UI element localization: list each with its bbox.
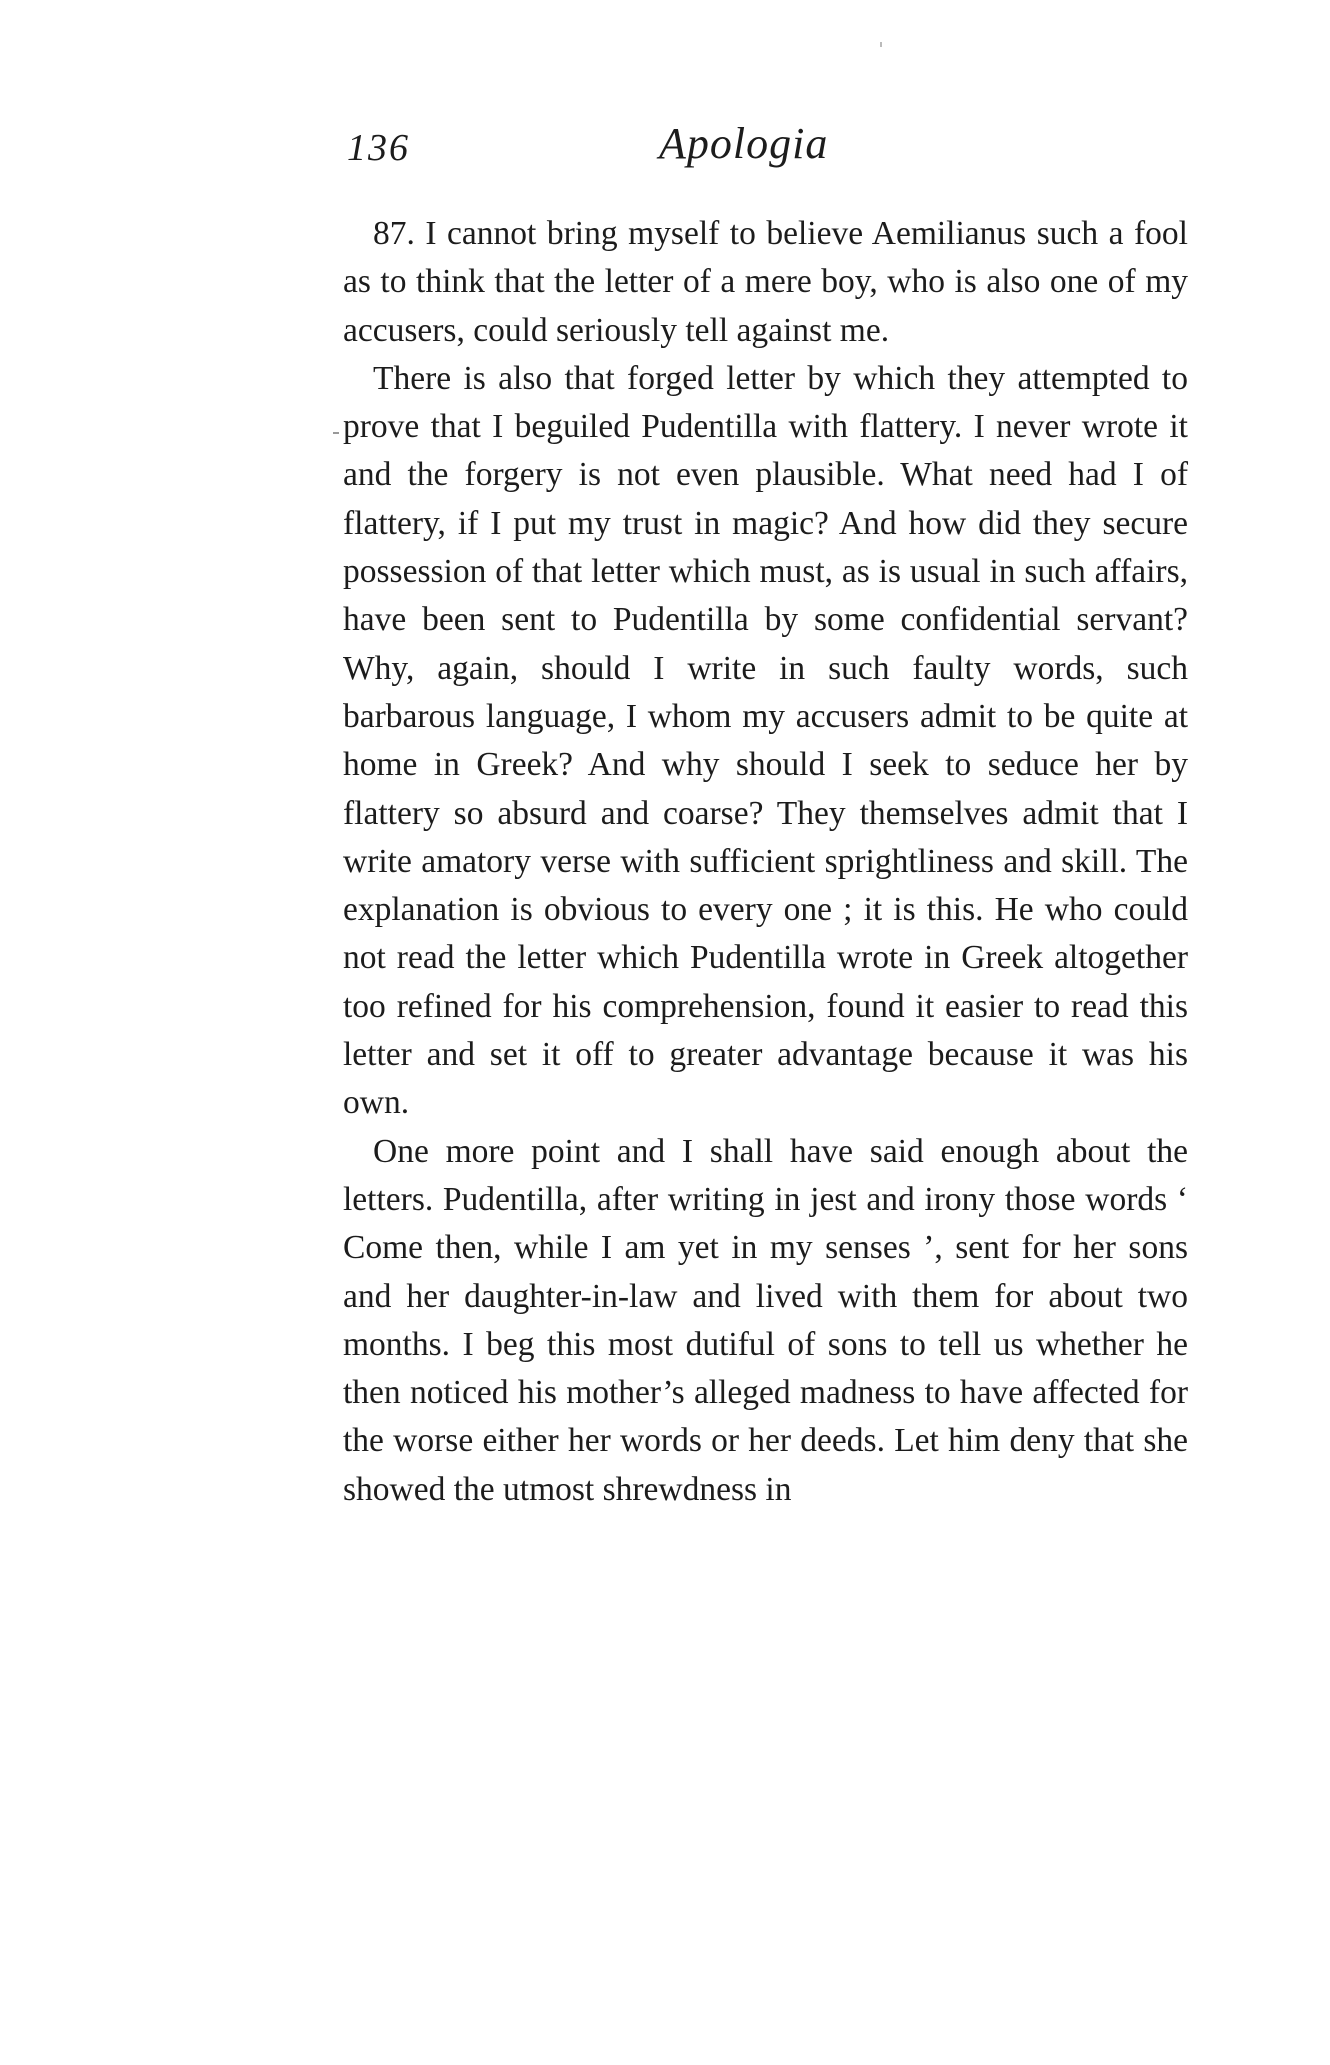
margin-mark — [333, 432, 339, 434]
page-number: 136 — [347, 127, 410, 169]
running-head — [343, 118, 1188, 178]
paragraph-2: There is also that forged letter by which they attempted to prove that I beguiled Pudentilla with flattery. I never wrote it and the forgery is not even plausible. What need had I of flattery, if I put my trust in magic? And how did they secure possession of that letter which must, as is usual in such affairs, have been sent to Pudentilla by some confidential servant? Why, again, should I write in such faulty words, such barbarous language, I whom my accusers admit to be quite at home in Greek? And why should I seek to seduce her by flattery so absurd and coarse? They themselves admit that I write amatory verse with sufficient sprightliness and skill. The explanation is obvious to every one ; it is this. He who could not read the letter which Pudentilla wrote in Greek altogether too refined for his comprehension, found it easier to read this letter and set it off to greater advantage because it was his own. — [343, 359, 1188, 1122]
running-title: Apologia — [659, 119, 829, 168]
scan-mark — [880, 42, 882, 47]
paragraph-3: One more point and I shall have said enough about the letters. Pudentilla, after writing in jest and irony those words ‘ Come then, while I am yet in my senses ’, sent for her sons and her daughter-in-law and lived with them for about two months. I beg this most dutiful of sons to tell us whether he then noticed his mother’s alleged madness to have affected for the worse either her words or her deeds. Let him deny that she showed the utmost shrewdness in — [343, 1132, 1188, 1508]
paragraph-1: 87. I cannot bring myself to believe Aemilianus such a fool as to think that the letter of a mere boy, who is also one of my accusers, could seriously tell against me. — [343, 215, 1188, 349]
book-page — [343, 118, 1188, 1514]
body-text — [343, 210, 1188, 1514]
